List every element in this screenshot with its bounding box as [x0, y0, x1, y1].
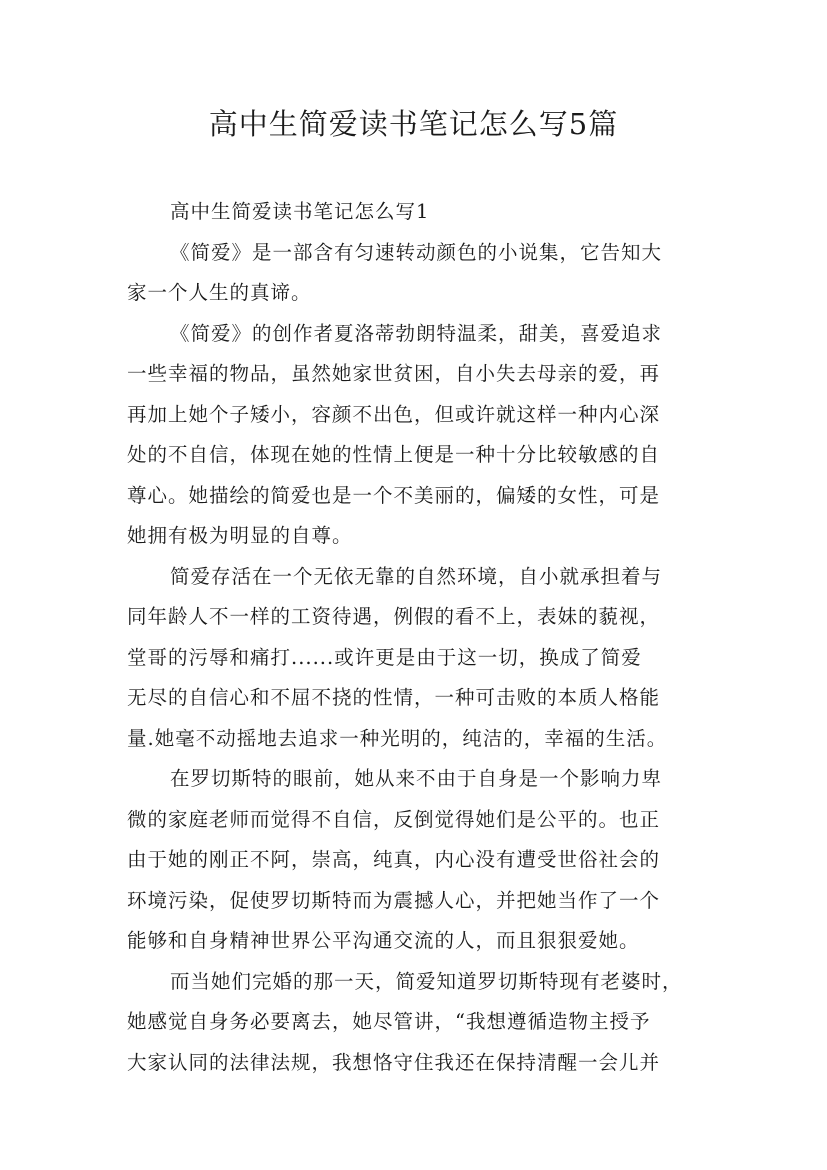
document-body [127, 192, 705, 1083]
paragraph-line: 同年龄人不一样的工资待遇，例假的看不上，表妹的藐视， [127, 605, 661, 628]
paragraph-line: 环境污染，促使罗切斯特而为震撼人心，并把她当作了一个 [127, 888, 661, 912]
paragraph-line: 简爱存活在一个无依无靠的自然环境，自小就承担着与 [170, 564, 663, 588]
paragraph-line: 而当她们完婚的那一天，简爱知道罗切斯特现有老婆时， [170, 969, 683, 993]
paragraph-line: 由于她的刚正不阿，崇高，纯真，内心没有遭受世俗社会的 [127, 848, 661, 871]
paragraph-line: 大家认同的法律法规，我想恪守住我还在保持清醒一会儿并 [127, 1050, 661, 1074]
paragraph-line: 微的家庭老师而觉得不自信，反倒觉得她们是公平的。也正 [127, 807, 661, 831]
paragraph-line: 《简爱》是一部含有匀速转动颜色的小说集，它告知大 [170, 240, 663, 264]
paragraph-line: 家一个人生的真谛。 [127, 281, 312, 304]
paragraph-line: 她感觉自身务必要离去，她尽管讲，“我想遵循造物主授予 [127, 1010, 651, 1033]
paragraph-line: 堂哥的污辱和痛打......或许更是由于这一切，换成了简爱 [127, 645, 642, 669]
paragraph-line: 尊心。她描绘的简爱也是一个不美丽的，偏矮的女性，可是 [127, 483, 661, 507]
paragraph-line: 她拥有极为明显的自尊。 [127, 524, 353, 547]
paragraph-line: 无尽的自信心和不屈不挠的性情，一种可击败的本质人格能 [127, 686, 661, 709]
paragraph-line: 再加上她个子矮小，容颜不出色，但或许就这样一种内心深 [127, 402, 661, 426]
paragraph-line: 处的不自信，体现在她的性情上便是一种十分比较敏感的自 [127, 443, 661, 466]
paragraph-line: 《简爱》的创作者夏洛蒂勃朗特温柔，甜美，喜爱追求 [170, 321, 663, 345]
paragraph-line: 一些幸福的物品，虽然她家世贫困，自小失去母亲的爱，再 [127, 362, 661, 385]
section-heading: 高中生简爱读书笔记怎么写1 [170, 200, 430, 223]
paragraph-line: 在罗切斯特的眼前，她从来不由于自身是一个影响力卑 [170, 767, 663, 790]
paragraph-line: 能够和自身精神世界公平沟通交流的人，而且狠狠爱她。 [127, 929, 640, 952]
paragraph-line: 量.她毫不动摇地去追求一种光明的，纯洁的，幸福的生活。 [127, 726, 668, 750]
document-title: 高中生简爱读书笔记怎么写5篇 [208, 107, 619, 141]
